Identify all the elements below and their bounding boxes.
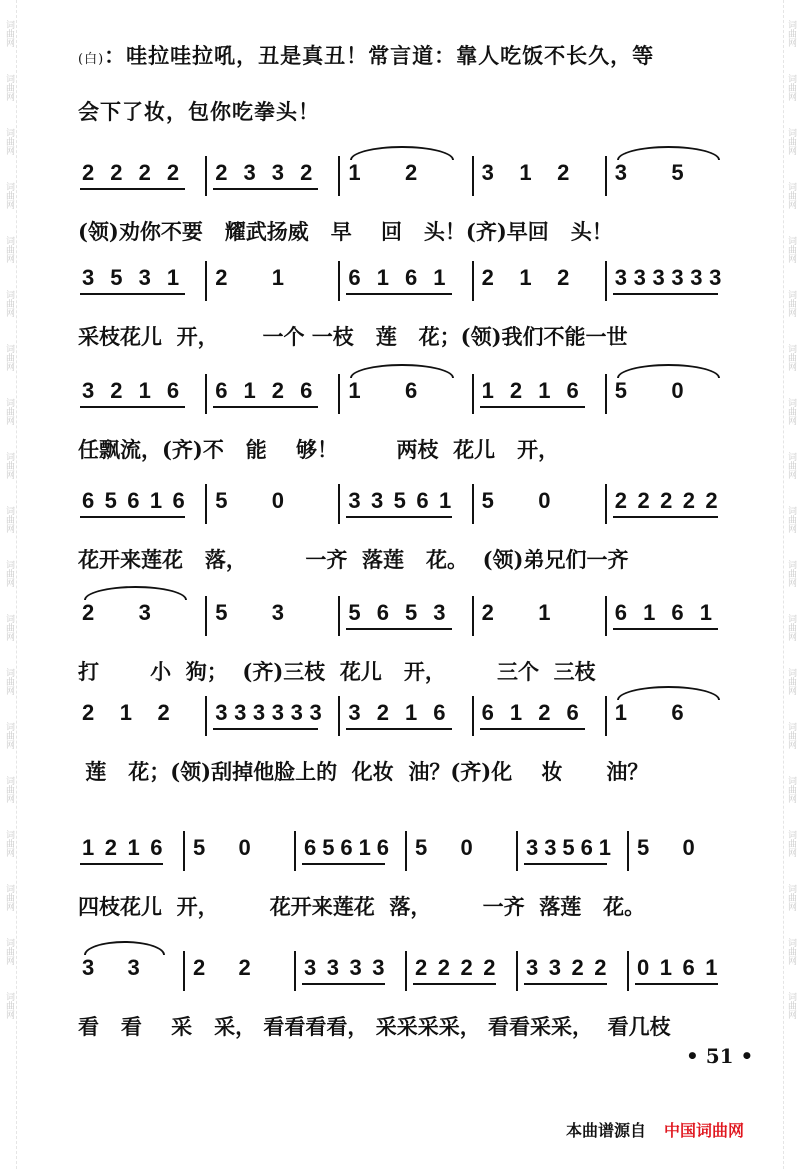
beam-underline bbox=[346, 516, 451, 518]
note: 3 bbox=[326, 955, 339, 980]
beam-underline bbox=[635, 983, 718, 985]
note: 6 bbox=[405, 265, 418, 290]
note: 0 bbox=[538, 488, 551, 513]
note: 6 bbox=[614, 600, 628, 625]
note: 0 bbox=[271, 488, 285, 513]
note: 5 bbox=[104, 488, 117, 513]
note: 6 bbox=[304, 835, 317, 860]
note: 2 bbox=[157, 700, 170, 725]
note: 2 bbox=[300, 160, 313, 185]
bar-line bbox=[516, 831, 518, 871]
notation-row bbox=[78, 255, 744, 315]
note: 6 bbox=[566, 378, 579, 403]
note: 5 bbox=[637, 835, 650, 860]
note: 6 bbox=[300, 378, 313, 403]
watermark-glyph: 词曲网 bbox=[4, 992, 14, 1019]
note: 1 bbox=[348, 378, 361, 403]
bar-line bbox=[605, 596, 607, 636]
note: 2 bbox=[557, 160, 570, 185]
note: 5 bbox=[215, 488, 228, 513]
watermark-glyph: 词曲网 bbox=[786, 452, 796, 479]
note: 1 bbox=[481, 378, 494, 403]
watermark-glyph: 词曲网 bbox=[786, 398, 796, 425]
bar-line bbox=[205, 156, 207, 196]
note: 2 bbox=[481, 265, 494, 290]
note: 2 bbox=[110, 378, 123, 403]
watermark-glyph: 词曲网 bbox=[4, 74, 14, 101]
bar-line bbox=[472, 261, 474, 301]
note: 3 bbox=[82, 265, 95, 290]
note: 3 bbox=[690, 265, 703, 290]
note: 3 bbox=[82, 955, 95, 980]
note: 5 bbox=[415, 835, 428, 860]
lyric-line: 花开来莲花 落， 一齐 落莲 花。 (领)弟兄们一齐 bbox=[78, 547, 629, 572]
beam-underline bbox=[213, 188, 318, 190]
note: 2 bbox=[376, 700, 389, 725]
watermark-glyph: 词曲网 bbox=[4, 614, 14, 641]
notation-row bbox=[78, 690, 744, 750]
note: 3 bbox=[348, 488, 361, 513]
bar-line bbox=[205, 596, 207, 636]
note: 1 bbox=[538, 378, 551, 403]
bar-line bbox=[605, 484, 607, 524]
note: 2 bbox=[483, 955, 496, 980]
note: 3 bbox=[633, 265, 646, 290]
note: 3 bbox=[138, 600, 151, 625]
note: 1 bbox=[127, 835, 140, 860]
bar-line bbox=[205, 484, 207, 524]
note: 2 bbox=[82, 600, 95, 625]
note: 1 bbox=[358, 835, 371, 860]
note: 5 bbox=[110, 265, 123, 290]
note: 6 bbox=[127, 488, 140, 513]
beam-underline bbox=[80, 188, 185, 190]
note: 3 bbox=[82, 378, 95, 403]
beam-underline bbox=[213, 406, 318, 408]
note: 2 bbox=[215, 160, 228, 185]
note: 2 bbox=[238, 955, 251, 980]
note: 3 bbox=[526, 835, 539, 860]
note: 1 bbox=[376, 265, 389, 290]
note: 1 bbox=[538, 600, 551, 625]
bar-line bbox=[338, 596, 340, 636]
note: 6 bbox=[481, 700, 494, 725]
lyric-line: 四枝花儿 开， 花开来莲花 落， 一齐 落莲 花。 bbox=[78, 894, 646, 919]
bar-line bbox=[405, 951, 407, 991]
watermark-glyph: 词曲网 bbox=[786, 560, 796, 587]
note: 3 bbox=[526, 955, 539, 980]
watermark-glyph: 词曲网 bbox=[786, 830, 796, 857]
note: 2 bbox=[660, 488, 673, 513]
note: 6 bbox=[433, 700, 446, 725]
bar-line bbox=[516, 951, 518, 991]
note: 2 bbox=[193, 955, 206, 980]
lyric-line: 莲 花；(领)刮掉他脸上的 化妆 油？(齐)化 妆 油？ bbox=[78, 759, 649, 784]
bar-line bbox=[338, 696, 340, 736]
note: 2 bbox=[637, 488, 650, 513]
bar-line bbox=[605, 261, 607, 301]
bar-line bbox=[205, 374, 207, 414]
footer-source-label: 本曲谱源自 bbox=[566, 1121, 647, 1140]
note: 2 bbox=[110, 160, 123, 185]
note: 2 bbox=[82, 160, 95, 185]
watermark-glyph: 词曲网 bbox=[786, 74, 796, 101]
watermark-glyph: 词曲网 bbox=[4, 452, 14, 479]
watermark-glyph: 词曲网 bbox=[786, 344, 796, 371]
watermark-glyph: 词曲网 bbox=[4, 236, 14, 263]
note: 1 bbox=[82, 835, 95, 860]
note: 3 bbox=[127, 955, 140, 980]
note: 3 bbox=[544, 835, 557, 860]
slur-tie bbox=[617, 146, 720, 160]
slur-tie bbox=[84, 586, 187, 600]
watermark-glyph: 词曲网 bbox=[4, 668, 14, 695]
beam-underline bbox=[480, 728, 585, 730]
note: 2 bbox=[166, 160, 180, 185]
note: 0 bbox=[671, 378, 684, 403]
note: 3 bbox=[614, 265, 628, 290]
lyric-line: (领)劝你不要 耀武扬威 早 回 头！(齐)早回 头！ bbox=[78, 219, 613, 244]
slur-tie bbox=[84, 941, 165, 955]
note: 3 bbox=[349, 955, 362, 980]
note: 3 bbox=[290, 700, 303, 725]
bar-line bbox=[405, 831, 407, 871]
note: 6 bbox=[348, 265, 361, 290]
note: 3 bbox=[271, 160, 285, 185]
watermark-glyph: 词曲网 bbox=[4, 722, 14, 749]
bar-line bbox=[605, 156, 607, 196]
note: 1 bbox=[348, 160, 361, 185]
slur-tie bbox=[617, 686, 720, 700]
note: 2 bbox=[481, 600, 494, 625]
note: 3 bbox=[433, 600, 446, 625]
bar-line bbox=[605, 696, 607, 736]
bar-line bbox=[205, 696, 207, 736]
watermark-glyph: 词曲网 bbox=[4, 830, 14, 857]
note: 3 bbox=[138, 265, 151, 290]
beam-underline bbox=[302, 983, 385, 985]
note: 5 bbox=[405, 600, 418, 625]
note: 5 bbox=[393, 488, 406, 513]
note: 1 bbox=[119, 700, 132, 725]
note: 6 bbox=[172, 488, 185, 513]
note: 3 bbox=[304, 955, 317, 980]
watermark-glyph: 词曲网 bbox=[4, 290, 14, 317]
note: 0 bbox=[637, 955, 650, 980]
note: 3 bbox=[271, 600, 285, 625]
bar-line bbox=[205, 261, 207, 301]
notation-row bbox=[78, 150, 744, 210]
bar-line bbox=[183, 951, 185, 991]
note: 6 bbox=[166, 378, 180, 403]
watermark-glyph: 词曲网 bbox=[786, 884, 796, 911]
note: 1 bbox=[433, 265, 446, 290]
note: 0 bbox=[682, 835, 695, 860]
note: 3 bbox=[234, 700, 247, 725]
beam-underline bbox=[613, 628, 718, 630]
note: 1 bbox=[519, 265, 532, 290]
note: 6 bbox=[405, 378, 418, 403]
note: 1 bbox=[271, 265, 285, 290]
watermark-glyph: 词曲网 bbox=[786, 128, 796, 155]
watermark-glyph: 词曲网 bbox=[4, 776, 14, 803]
note: 6 bbox=[566, 700, 579, 725]
note: 1 bbox=[598, 835, 612, 860]
note: 2 bbox=[682, 488, 695, 513]
watermark-glyph: 词曲网 bbox=[786, 506, 796, 533]
note: 3 bbox=[271, 700, 285, 725]
intro-line-1: ：哇拉哇拉吼，丑是真丑！常言道：靠人吃饭不长久，等 bbox=[104, 43, 655, 68]
note: 6 bbox=[150, 835, 163, 860]
note: 1 bbox=[438, 488, 452, 513]
beam-underline bbox=[524, 863, 607, 865]
bar-line bbox=[627, 951, 629, 991]
note: 6 bbox=[82, 488, 95, 513]
page-number: • 51 • bbox=[686, 1044, 754, 1068]
beam-underline bbox=[346, 628, 451, 630]
watermark-glyph: 词曲网 bbox=[4, 344, 14, 371]
watermark-glyph: 词曲网 bbox=[4, 398, 14, 425]
note: 1 bbox=[138, 378, 151, 403]
note: 5 bbox=[322, 835, 335, 860]
note: 2 bbox=[557, 265, 570, 290]
watermark-glyph: 词曲网 bbox=[786, 236, 796, 263]
note: 1 bbox=[519, 160, 532, 185]
note: 1 bbox=[166, 265, 180, 290]
note: 3 bbox=[614, 160, 628, 185]
intro-line-2: 会下了妆，包你吃拳头！ bbox=[78, 99, 320, 124]
beam-underline bbox=[613, 516, 718, 518]
note: 2 bbox=[82, 700, 95, 725]
note: 2 bbox=[538, 700, 551, 725]
note: 5 bbox=[215, 600, 228, 625]
note: 0 bbox=[460, 835, 473, 860]
slur-tie bbox=[617, 364, 720, 378]
note: 5 bbox=[671, 160, 684, 185]
watermark-glyph: 词曲网 bbox=[4, 506, 14, 533]
watermark-glyph: 词曲网 bbox=[4, 20, 14, 47]
note: 2 bbox=[705, 488, 718, 513]
note: 1 bbox=[149, 488, 163, 513]
bar-line bbox=[472, 374, 474, 414]
bar-line bbox=[627, 831, 629, 871]
note: 2 bbox=[271, 378, 285, 403]
watermark-glyph: 词曲网 bbox=[786, 668, 796, 695]
watermark-glyph: 词曲网 bbox=[786, 182, 796, 209]
note: 5 bbox=[193, 835, 206, 860]
note: 3 bbox=[243, 160, 256, 185]
note: 3 bbox=[481, 160, 494, 185]
watermark-glyph: 词曲网 bbox=[786, 992, 796, 1019]
beam-underline bbox=[80, 293, 185, 295]
watermark-glyph: 词曲网 bbox=[786, 290, 796, 317]
bar-line bbox=[338, 484, 340, 524]
note: 3 bbox=[309, 700, 322, 725]
note: 3 bbox=[215, 700, 228, 725]
note: 2 bbox=[104, 835, 117, 860]
bar-line bbox=[472, 696, 474, 736]
note: 6 bbox=[580, 835, 593, 860]
beam-underline bbox=[213, 728, 318, 730]
note: 3 bbox=[548, 955, 561, 980]
lyric-line: 看 看 采 采， 看看看看， 采采采采， 看看采采， 看几枝 bbox=[78, 1014, 671, 1039]
note: 6 bbox=[671, 700, 684, 725]
watermark-glyph: 词曲网 bbox=[786, 20, 796, 47]
note: 3 bbox=[372, 955, 385, 980]
watermark-glyph: 词曲网 bbox=[4, 560, 14, 587]
note: 2 bbox=[215, 265, 228, 290]
note: 1 bbox=[614, 700, 628, 725]
note: 6 bbox=[376, 835, 390, 860]
note: 1 bbox=[699, 600, 712, 625]
slur-tie bbox=[350, 364, 453, 378]
note: 5 bbox=[614, 378, 628, 403]
beam-underline bbox=[80, 863, 163, 865]
watermark-glyph: 词曲网 bbox=[4, 128, 14, 155]
beam-underline bbox=[302, 863, 385, 865]
note: 6 bbox=[215, 378, 228, 403]
bar-line bbox=[472, 484, 474, 524]
beam-underline bbox=[613, 293, 718, 295]
watermark-glyph: 词曲网 bbox=[4, 938, 14, 965]
note: 6 bbox=[340, 835, 353, 860]
note: 2 bbox=[138, 160, 151, 185]
note: 6 bbox=[671, 600, 684, 625]
footer-credit bbox=[566, 1118, 744, 1141]
beam-underline bbox=[413, 983, 496, 985]
intro-role-label: (白) bbox=[78, 52, 105, 67]
bar-line bbox=[294, 831, 296, 871]
note: 5 bbox=[562, 835, 575, 860]
bar-line bbox=[338, 374, 340, 414]
beam-underline bbox=[524, 983, 607, 985]
note: 3 bbox=[348, 700, 361, 725]
notation-row bbox=[78, 478, 744, 538]
note: 1 bbox=[405, 700, 418, 725]
left-watermark-strip bbox=[2, 0, 17, 1169]
note: 1 bbox=[659, 955, 672, 980]
note: 1 bbox=[243, 378, 256, 403]
notation-row bbox=[78, 825, 744, 885]
note: 6 bbox=[682, 955, 695, 980]
note: 6 bbox=[376, 600, 389, 625]
note: 5 bbox=[481, 488, 494, 513]
watermark-glyph: 词曲网 bbox=[786, 614, 796, 641]
note: 6 bbox=[416, 488, 429, 513]
note: 2 bbox=[571, 955, 584, 980]
beam-underline bbox=[80, 516, 185, 518]
beam-underline bbox=[346, 293, 451, 295]
note: 2 bbox=[614, 488, 628, 513]
watermark-glyph: 词曲网 bbox=[786, 938, 796, 965]
intro-spoken-text bbox=[78, 30, 758, 138]
watermark-glyph: 词曲网 bbox=[4, 182, 14, 209]
note: 3 bbox=[671, 265, 684, 290]
bar-line bbox=[294, 951, 296, 991]
note: 0 bbox=[238, 835, 251, 860]
bar-line bbox=[338, 261, 340, 301]
beam-underline bbox=[346, 728, 451, 730]
lyric-line: 任飘流，(齐)不 能 够！ 两枝 花儿 开， bbox=[78, 437, 560, 462]
note: 3 bbox=[252, 700, 266, 725]
note: 1 bbox=[643, 600, 656, 625]
bar-line bbox=[183, 831, 185, 871]
note: 2 bbox=[405, 160, 418, 185]
footer-site-name: 中国词曲网 bbox=[664, 1121, 745, 1140]
note: 1 bbox=[509, 700, 523, 725]
notation-row bbox=[78, 590, 744, 650]
note: 3 bbox=[652, 265, 665, 290]
bar-line bbox=[605, 374, 607, 414]
note: 3 bbox=[709, 265, 722, 290]
note: 3 bbox=[371, 488, 384, 513]
notation-row bbox=[78, 368, 744, 428]
watermark-glyph: 词曲网 bbox=[4, 884, 14, 911]
note: 2 bbox=[594, 955, 607, 980]
note: 2 bbox=[437, 955, 450, 980]
lyric-line: 打 小 狗； (齐)三枝 花儿 开， 三个 三枝 bbox=[78, 659, 596, 684]
slur-tie bbox=[350, 146, 453, 160]
beam-underline bbox=[80, 406, 185, 408]
beam-underline bbox=[480, 406, 585, 408]
watermark-glyph: 词曲网 bbox=[786, 722, 796, 749]
notation-row bbox=[78, 945, 744, 1005]
note: 5 bbox=[348, 600, 361, 625]
lyric-line: 采枝花儿 开， 一个 一枝 莲 花；(领)我们不能一世 bbox=[78, 324, 628, 349]
bar-line bbox=[338, 156, 340, 196]
note: 1 bbox=[705, 955, 718, 980]
note: 2 bbox=[460, 955, 473, 980]
bar-line bbox=[472, 596, 474, 636]
watermark-glyph: 词曲网 bbox=[786, 776, 796, 803]
note: 2 bbox=[509, 378, 523, 403]
note: 2 bbox=[415, 955, 428, 980]
bar-line bbox=[472, 156, 474, 196]
right-watermark-strip bbox=[783, 0, 798, 1169]
